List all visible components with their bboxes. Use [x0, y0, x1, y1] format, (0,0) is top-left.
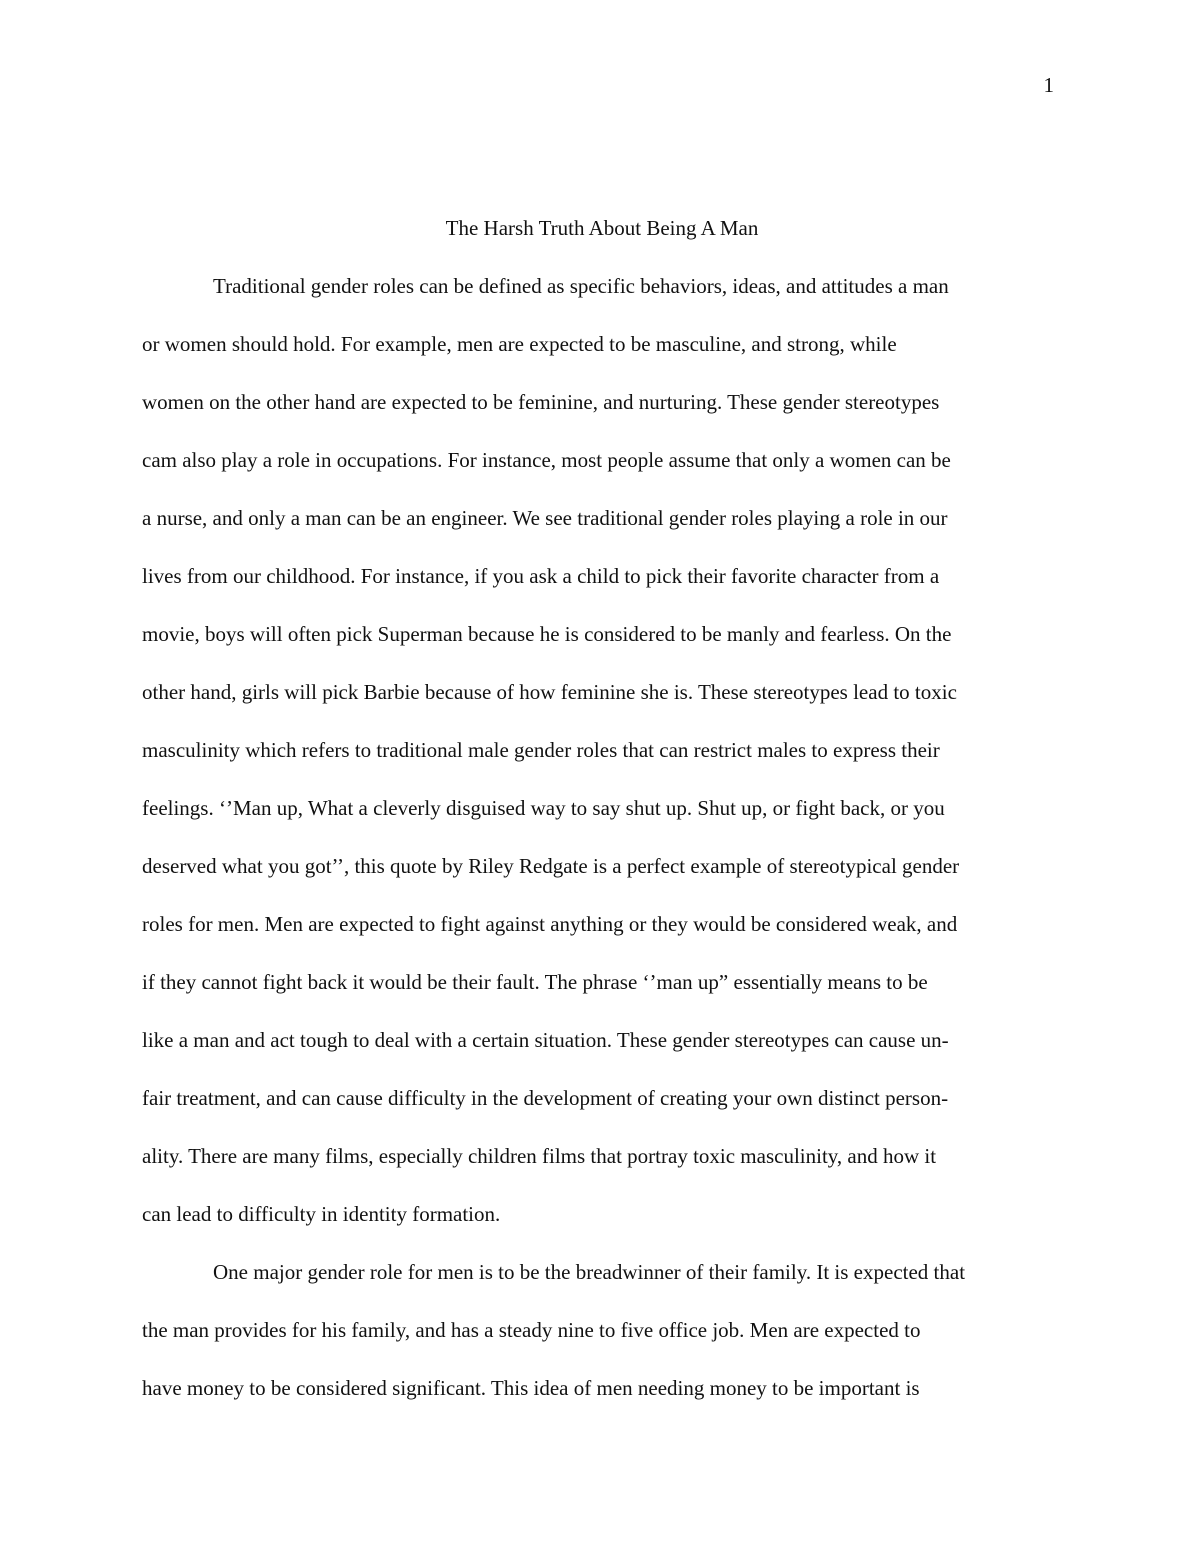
- text-line: if they cannot fight back it would be their fault. The phrase ‘’man up” essentially means to be: [142, 970, 928, 994]
- text-line: deserved what you got’’, this quote by Riley Redgate is a perfect example of stereotypical gender: [142, 854, 960, 878]
- text-line: the man provides for his family, and has a steady nine to five office job. Men are expected to: [142, 1318, 921, 1342]
- text-line: lives from our childhood. For instance, if you ask a child to pick their favorite character from a: [142, 564, 940, 588]
- text-line: other hand, girls will pick Barbie because of how feminine she is. These stereotypes lead to toxic: [142, 680, 957, 704]
- text-line: feelings. ‘’Man up, What a cleverly disguised way to say shut up. Shut up, or fight back, or you: [142, 796, 945, 820]
- document-title: The Harsh Truth About Being A Man: [445, 216, 759, 240]
- text-line: women on the other hand are expected to be feminine, and nurturing. These gender stereotypes: [142, 390, 940, 414]
- text-line: have money to be considered significant. This idea of men needing money to be important is: [142, 1376, 920, 1400]
- text-line: like a man and act tough to deal with a certain situation. These gender stereotypes can cause un-: [142, 1028, 949, 1052]
- text-line: cam also play a role in occupations. For instance, most people assume that only a women can be: [142, 448, 951, 472]
- text-line: roles for men. Men are expected to fight against anything or they would be considered weak, and: [142, 912, 958, 936]
- text-line: fair treatment, and can cause difficulty in the development of creating your own distinct person-: [142, 1086, 949, 1110]
- paragraph-1: [142, 257, 1062, 1243]
- paragraph-2: [142, 1243, 1062, 1417]
- text-line: or women should hold. For example, men are expected to be masculine, and strong, while: [142, 332, 897, 356]
- text-line: One major gender role for men is to be the breadwinner of their family. It is expected that: [213, 1260, 966, 1284]
- text-line: masculinity which refers to traditional male gender roles that can restrict males to express their: [142, 738, 940, 762]
- document-body: [142, 199, 1062, 1417]
- page-number: 1: [1043, 73, 1054, 97]
- text-line: ality. There are many films, especially children films that portray toxic masculinity, and how it: [142, 1144, 937, 1168]
- text-line: Traditional gender roles can be defined as specific behaviors, ideas, and attitudes a man: [213, 274, 949, 298]
- text-line: movie, boys will often pick Superman because he is considered to be manly and fearless. On the: [142, 622, 952, 646]
- text-line: a nurse, and only a man can be an engineer. We see traditional gender roles playing a role in our: [142, 506, 948, 530]
- text-line: can lead to difficulty in identity formation.: [142, 1202, 501, 1226]
